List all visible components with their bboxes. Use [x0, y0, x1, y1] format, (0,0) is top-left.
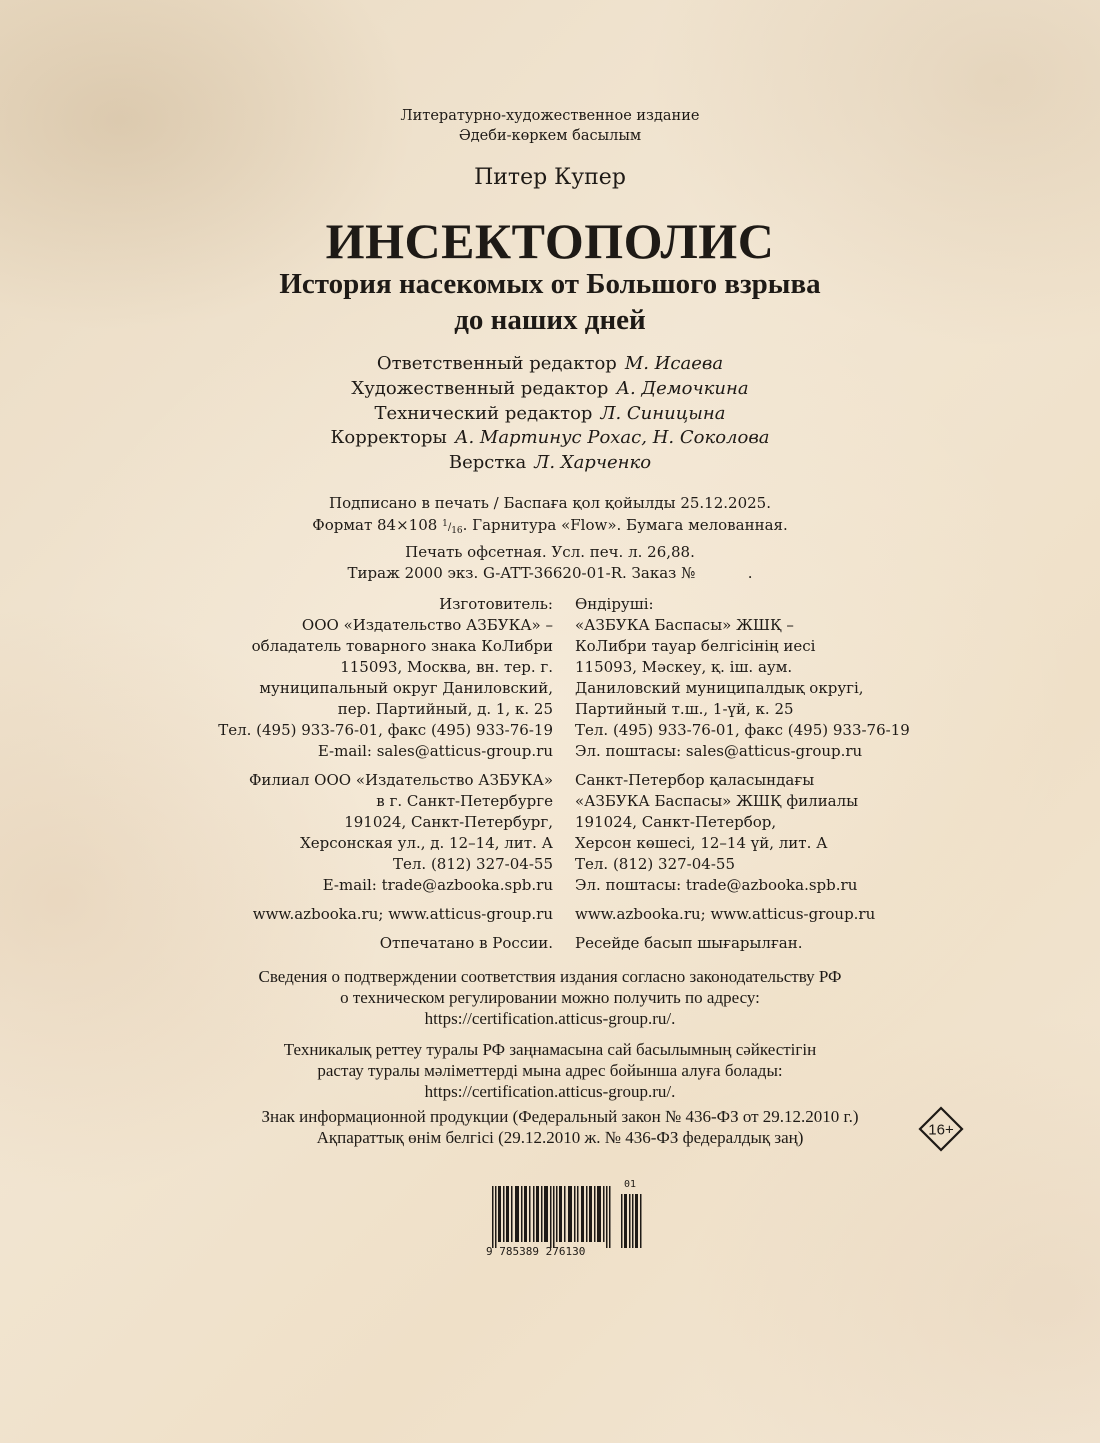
branch-ru-email: E-mail: trade@azbooka.spb.ru — [322, 876, 553, 894]
branch-kk-line: 191024, Санкт-Петербор, — [575, 813, 777, 831]
barcode-addon: 01 — [624, 1179, 637, 1190]
publisher-info-ru — [193, 594, 553, 954]
certification-kk — [0, 1039, 1100, 1102]
isbn-barcode — [484, 1176, 654, 1256]
manufacturer-ru-line: Тел. (495) 933-76-01, факс (495) 933-76-19 — [218, 721, 553, 739]
credit-role: Верстка — [448, 452, 527, 474]
author-name: Питер Купер — [474, 165, 626, 190]
websites-kk: www.azbooka.ru; www.atticus-group.ru — [575, 905, 876, 923]
manufacturer-kk-line: Партийный т.ш., 1-үй, к. 25 — [575, 700, 794, 718]
branch-ru-line: 191024, Санкт-Петербург, — [344, 813, 553, 831]
credit-name: Л. Синицына — [600, 402, 726, 424]
barcode-digits: 9 785389 276130 — [486, 1245, 586, 1256]
format-fraction: $^1/_{16}$ — [442, 519, 463, 536]
format-line — [0, 514, 1100, 542]
credit-name: Л. Харченко — [534, 452, 652, 474]
age-rating-diamond-icon — [918, 1106, 964, 1152]
certification-ru-url: https://certification.atticus-group.ru/. — [424, 1009, 676, 1028]
certification-ru-line: о техническом регулировании можно получить по адресу: — [340, 988, 760, 1007]
publisher-info-kk — [575, 594, 935, 954]
print-method: Печать офсетная. Усл. печ. л. 26,88. — [405, 543, 695, 561]
manufacturer-ru-line: Изготовитель: — [439, 595, 553, 613]
certification-info — [0, 966, 1100, 1112]
credit-role: Технический редактор — [374, 402, 593, 424]
edition-type — [0, 106, 1100, 146]
credit-role: Художественный редактор — [351, 377, 609, 399]
branch-ru-line: в г. Санкт-Петербурге — [376, 792, 553, 810]
printed-in-ru: Отпечатано в России. — [379, 934, 553, 952]
age-rating-badge — [918, 1106, 964, 1152]
fraction-numerator: 1 — [442, 519, 448, 529]
branch-kk-line: Херсон көшесі, 12–14 үй, лит. А — [575, 834, 828, 852]
subtitle-line-2: до наших дней — [454, 304, 646, 336]
credit-row — [0, 451, 1100, 476]
subtitle-line-1: История насекомых от Большого взрыва — [279, 268, 821, 300]
branch-ru-line: Тел. (812) 327-04-55 — [393, 855, 553, 873]
manufacturer-kk-line: Даниловский муниципалдық округі, — [575, 679, 864, 697]
manufacturer-ru-line: ООО «Издательство АЗБУКА» – — [301, 616, 553, 634]
certification-ru-line: Сведения о подтверждении соответствия издания согласно законодательству РФ — [258, 967, 842, 986]
manufacturer-kk-line: «АЗБУКА Баспасы» ЖШҚ – — [575, 616, 794, 634]
certification-kk-line: растау туралы мәліметтерді мына адрес бойынша алуға болады: — [317, 1061, 783, 1080]
credit-name: А. Демочкина — [616, 377, 749, 399]
manufacturer-kk-line: КоЛибри тауар белгісінің иесі — [575, 637, 816, 655]
certification-ru — [0, 966, 1100, 1029]
print-run: Тираж 2000 экз. G-ATT-36620-01-R. Заказ № . — [347, 564, 753, 582]
credit-row — [0, 426, 1100, 451]
manufacturer-kk-line: 115093, Мәскеу, қ. іш. аум. — [575, 658, 793, 676]
branch-kk-line: Санкт-Петербор қаласындағы — [575, 771, 815, 789]
format-suffix: . Гарнитура «Flow». Бумага мелованная. — [462, 516, 788, 534]
credit-row — [0, 377, 1100, 402]
credit-name: А. Мартинус Рохас, Н. Соколова — [454, 427, 770, 449]
book-title: ИНСЕКТОПОЛИС — [325, 213, 775, 269]
branch-kk-email: Эл. поштасы: trade@azbooka.spb.ru — [575, 876, 858, 894]
credits-list — [0, 352, 1100, 476]
printed-in-kk: Ресейде басып шығарылған. — [575, 934, 803, 952]
branch-kk-line: «АЗБУКА Баспасы» ЖШҚ филиалы — [575, 792, 859, 810]
credit-role: Корректоры — [330, 427, 447, 449]
info-mark-ru: Знак информационной продукции (Федеральный закон № 436-ФЗ от 29.12.2010 г.) — [261, 1107, 859, 1126]
credit-role: Ответственный редактор — [376, 353, 617, 374]
barcode-icon — [484, 1176, 654, 1256]
format-prefix: Формат 84×108 — [312, 516, 438, 534]
edition-type-ru: Литературно-художественное издание — [400, 108, 700, 124]
age-rating-text: 16+ — [928, 1121, 954, 1139]
branch-ru-line: Филиал ООО «Издательство АЗБУКА» — [248, 771, 553, 789]
manufacturer-ru-line: обладатель товарного знака КоЛибри — [251, 637, 553, 655]
edition-type-kk: Әдеби-көркем басылым — [458, 128, 642, 144]
manufacturer-ru-line: 115093, Москва, вн. тер. г. — [340, 658, 553, 676]
certification-kk-url: https://certification.atticus-group.ru/. — [424, 1082, 676, 1101]
websites-ru: www.azbooka.ru; www.atticus-group.ru — [252, 905, 553, 923]
manufacturer-kk-line: Тел. (495) 933-76-01, факс (495) 933-76-19 — [575, 721, 910, 739]
manufacturer-ru-line: муниципальный округ Даниловский, — [259, 679, 553, 697]
credit-row — [0, 402, 1100, 427]
branch-kk-line: Тел. (812) 327-04-55 — [575, 855, 735, 873]
manufacturer-kk-email: Эл. поштасы: sales@atticus-group.ru — [575, 742, 863, 760]
branch-ru-line: Херсонская ул., д. 12–14, лит. А — [300, 834, 553, 852]
credit-name: М. Исаева — [624, 353, 724, 374]
info-mark-kk: Ақпараттық өнім белгісі (29.12.2010 ж. № 436-ФЗ федералдық заң) — [316, 1128, 804, 1147]
credit-row — [0, 352, 1100, 377]
manufacturer-ru-email: E-mail: sales@atticus-group.ru — [317, 742, 553, 760]
fraction-denominator: 16 — [451, 526, 463, 536]
book-subtitle — [0, 266, 1100, 338]
manufacturer-kk-line: Өндіруші: — [575, 595, 654, 613]
manufacturer-ru-line: пер. Партийный, д. 1, к. 25 — [337, 700, 553, 718]
certification-kk-line: Техникалық реттеу туралы РФ заңнамасына сай басылымның сәйкестігін — [283, 1040, 817, 1059]
signed-date: Подписано в печать / Баспаға қол қойылды 25.12.2025. — [329, 494, 771, 512]
info-product-mark — [220, 1106, 900, 1148]
print-details — [0, 493, 1100, 584]
